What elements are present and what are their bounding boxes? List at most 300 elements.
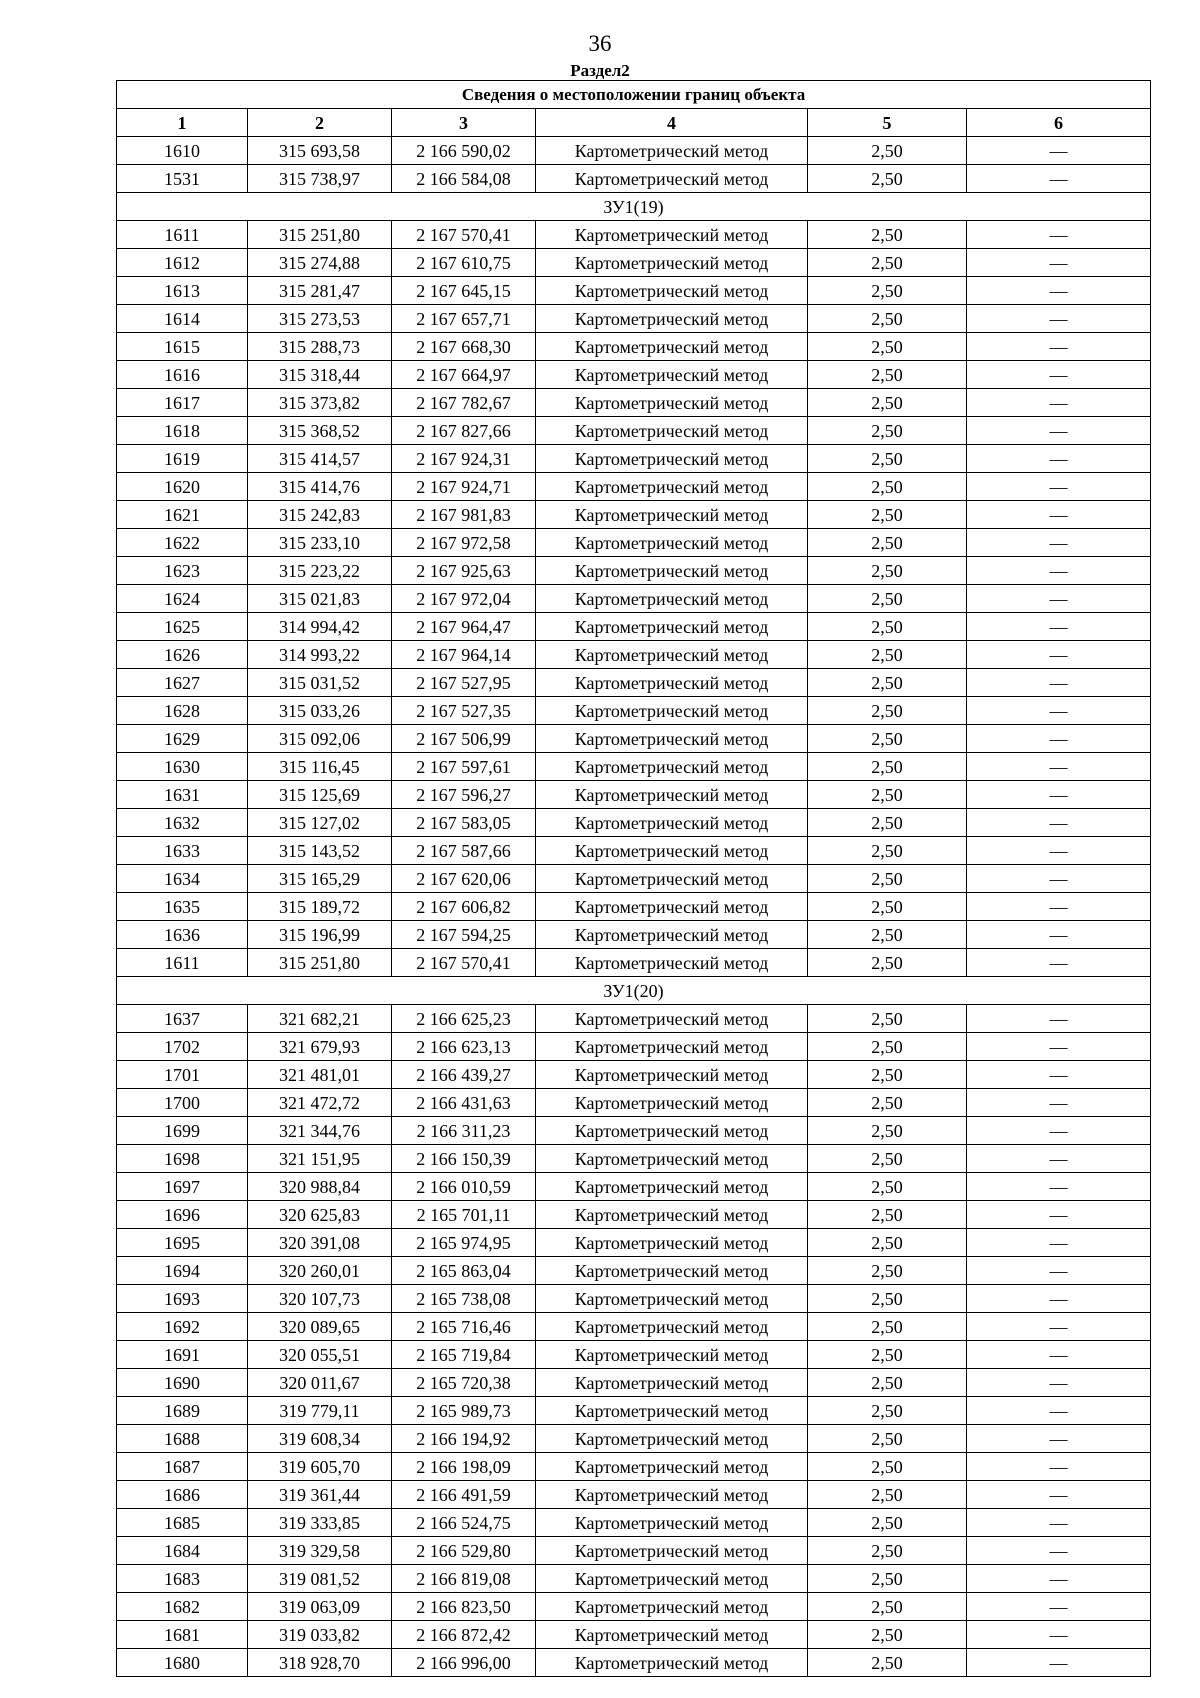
point-number-cell: 1687 <box>117 1453 248 1481</box>
table-row <box>117 1313 1151 1341</box>
point-number-cell: 1635 <box>117 893 248 921</box>
y-coordinate-cell: 2 166 529,80 <box>392 1537 536 1565</box>
accuracy-cell: 2,50 <box>808 753 967 781</box>
point-number-cell: 1692 <box>117 1313 248 1341</box>
method-cell: Картометрический метод <box>536 1173 808 1201</box>
y-coordinate-cell: 2 165 738,08 <box>392 1285 536 1313</box>
y-coordinate-cell: 2 166 996,00 <box>392 1649 536 1677</box>
description-cell: — <box>967 389 1151 417</box>
y-coordinate-cell: 2 167 782,67 <box>392 389 536 417</box>
x-coordinate-cell: 319 329,58 <box>248 1537 392 1565</box>
x-coordinate-cell: 315 251,80 <box>248 949 392 977</box>
x-coordinate-cell: 320 988,84 <box>248 1173 392 1201</box>
description-cell: — <box>967 361 1151 389</box>
x-coordinate-cell: 315 223,22 <box>248 557 392 585</box>
point-number-cell: 1614 <box>117 305 248 333</box>
table-row <box>117 1537 1151 1565</box>
point-number-cell: 1688 <box>117 1425 248 1453</box>
table-row <box>117 165 1151 193</box>
description-cell: — <box>967 473 1151 501</box>
accuracy-cell: 2,50 <box>808 613 967 641</box>
boundary-coordinates-table <box>116 80 1151 1677</box>
y-coordinate-cell: 2 167 570,41 <box>392 221 536 249</box>
description-cell: — <box>967 725 1151 753</box>
description-cell: — <box>967 865 1151 893</box>
point-number-cell: 1628 <box>117 697 248 725</box>
description-cell: — <box>967 1061 1151 1089</box>
x-coordinate-cell: 320 260,01 <box>248 1257 392 1285</box>
x-coordinate-cell: 314 994,42 <box>248 613 392 641</box>
point-number-cell: 1682 <box>117 1593 248 1621</box>
description-cell: — <box>967 893 1151 921</box>
method-cell: Картометрический метод <box>536 1033 808 1061</box>
x-coordinate-cell: 315 092,06 <box>248 725 392 753</box>
method-cell: Картометрический метод <box>536 921 808 949</box>
accuracy-cell: 2,50 <box>808 305 967 333</box>
x-coordinate-cell: 315 125,69 <box>248 781 392 809</box>
point-number-cell: 1626 <box>117 641 248 669</box>
accuracy-cell: 2,50 <box>808 1649 967 1677</box>
x-coordinate-cell: 320 625,83 <box>248 1201 392 1229</box>
x-coordinate-cell: 320 107,73 <box>248 1285 392 1313</box>
x-coordinate-cell: 319 608,34 <box>248 1425 392 1453</box>
y-coordinate-cell: 2 165 720,38 <box>392 1369 536 1397</box>
table-row <box>117 1341 1151 1369</box>
table-row <box>117 1201 1151 1229</box>
method-cell: Картометрический метод <box>536 1145 808 1173</box>
table-row <box>117 445 1151 473</box>
x-coordinate-cell: 321 679,93 <box>248 1033 392 1061</box>
column-header: 3 <box>392 109 536 137</box>
accuracy-cell: 2,50 <box>808 1005 967 1033</box>
table-row <box>117 1005 1151 1033</box>
y-coordinate-cell: 2 167 506,99 <box>392 725 536 753</box>
method-cell: Картометрический метод <box>536 865 808 893</box>
method-cell: Картометрический метод <box>536 1369 808 1397</box>
point-number-cell: 1701 <box>117 1061 248 1089</box>
description-cell: — <box>967 221 1151 249</box>
accuracy-cell: 2,50 <box>808 417 967 445</box>
y-coordinate-cell: 2 167 827,66 <box>392 417 536 445</box>
method-cell: Картометрический метод <box>536 305 808 333</box>
method-cell: Картометрический метод <box>536 389 808 417</box>
table-row <box>117 1285 1151 1313</box>
table-caption: Сведения о местоположении границ объекта <box>117 81 1151 109</box>
method-cell: Картометрический метод <box>536 1313 808 1341</box>
description-cell: — <box>967 305 1151 333</box>
accuracy-cell: 2,50 <box>808 781 967 809</box>
accuracy-cell: 2,50 <box>808 249 967 277</box>
table-row <box>117 305 1151 333</box>
description-cell: — <box>967 1033 1151 1061</box>
table-row <box>117 697 1151 725</box>
method-cell: Картометрический метод <box>536 613 808 641</box>
table-row <box>117 137 1151 165</box>
section-title: Раздел2 <box>570 61 630 80</box>
accuracy-cell: 2,50 <box>808 137 967 165</box>
y-coordinate-cell: 2 167 527,35 <box>392 697 536 725</box>
y-coordinate-cell: 2 167 981,83 <box>392 501 536 529</box>
accuracy-cell: 2,50 <box>808 1257 967 1285</box>
y-coordinate-cell: 2 166 431,63 <box>392 1089 536 1117</box>
y-coordinate-cell: 2 166 823,50 <box>392 1593 536 1621</box>
method-cell: Картометрический метод <box>536 1201 808 1229</box>
table-row <box>117 1173 1151 1201</box>
method-cell: Картометрический метод <box>536 1229 808 1257</box>
y-coordinate-cell: 2 166 491,59 <box>392 1481 536 1509</box>
x-coordinate-cell: 315 288,73 <box>248 333 392 361</box>
point-number-cell: 1698 <box>117 1145 248 1173</box>
method-cell: Картометрический метод <box>536 1257 808 1285</box>
y-coordinate-cell: 2 167 570,41 <box>392 949 536 977</box>
description-cell: — <box>967 1481 1151 1509</box>
y-coordinate-cell: 2 167 657,71 <box>392 305 536 333</box>
point-number-cell: 1681 <box>117 1621 248 1649</box>
y-coordinate-cell: 2 167 610,75 <box>392 249 536 277</box>
method-cell: Картометрический метод <box>536 557 808 585</box>
method-cell: Картометрический метод <box>536 417 808 445</box>
accuracy-cell: 2,50 <box>808 837 967 865</box>
description-cell: — <box>967 1369 1151 1397</box>
x-coordinate-cell: 315 021,83 <box>248 585 392 613</box>
x-coordinate-cell: 321 472,72 <box>248 1089 392 1117</box>
description-cell: — <box>967 445 1151 473</box>
accuracy-cell: 2,50 <box>808 669 967 697</box>
table-row <box>117 949 1151 977</box>
y-coordinate-cell: 2 167 606,82 <box>392 893 536 921</box>
point-number-cell: 1683 <box>117 1565 248 1593</box>
table-row <box>117 613 1151 641</box>
x-coordinate-cell: 315 693,58 <box>248 137 392 165</box>
table-row <box>117 1565 1151 1593</box>
method-cell: Картометрический метод <box>536 781 808 809</box>
accuracy-cell: 2,50 <box>808 921 967 949</box>
method-cell: Картометрический метод <box>536 809 808 837</box>
method-cell: Картометрический метод <box>536 221 808 249</box>
method-cell: Картометрический метод <box>536 249 808 277</box>
method-cell: Картометрический метод <box>536 1425 808 1453</box>
x-coordinate-cell: 319 361,44 <box>248 1481 392 1509</box>
x-coordinate-cell: 315 368,52 <box>248 417 392 445</box>
accuracy-cell: 2,50 <box>808 1565 967 1593</box>
method-cell: Картометрический метод <box>536 697 808 725</box>
y-coordinate-cell: 2 167 924,71 <box>392 473 536 501</box>
accuracy-cell: 2,50 <box>808 165 967 193</box>
x-coordinate-cell: 315 033,26 <box>248 697 392 725</box>
accuracy-cell: 2,50 <box>808 473 967 501</box>
point-number-cell: 1623 <box>117 557 248 585</box>
x-coordinate-cell: 315 738,97 <box>248 165 392 193</box>
y-coordinate-cell: 2 166 590,02 <box>392 137 536 165</box>
accuracy-cell: 2,50 <box>808 641 967 669</box>
table-row <box>117 837 1151 865</box>
description-cell: — <box>967 1145 1151 1173</box>
y-coordinate-cell: 2 166 625,23 <box>392 1005 536 1033</box>
method-cell: Картометрический метод <box>536 1453 808 1481</box>
point-number-cell: 1618 <box>117 417 248 445</box>
point-number-cell: 1694 <box>117 1257 248 1285</box>
point-number-cell: 1619 <box>117 445 248 473</box>
y-coordinate-cell: 2 166 872,42 <box>392 1621 536 1649</box>
accuracy-cell: 2,50 <box>808 1341 967 1369</box>
y-coordinate-cell: 2 167 527,95 <box>392 669 536 697</box>
accuracy-cell: 2,50 <box>808 221 967 249</box>
method-cell: Картометрический метод <box>536 837 808 865</box>
table-row <box>117 1649 1151 1677</box>
description-cell: — <box>967 1341 1151 1369</box>
method-cell: Картометрический метод <box>536 137 808 165</box>
table-row <box>117 221 1151 249</box>
table-row <box>117 249 1151 277</box>
description-cell: — <box>967 1285 1151 1313</box>
point-number-cell: 1637 <box>117 1005 248 1033</box>
table-row <box>117 1257 1151 1285</box>
point-number-cell: 1631 <box>117 781 248 809</box>
y-coordinate-cell: 2 166 198,09 <box>392 1453 536 1481</box>
x-coordinate-cell: 321 344,76 <box>248 1117 392 1145</box>
point-number-cell: 1617 <box>117 389 248 417</box>
table-row <box>117 1621 1151 1649</box>
point-number-cell: 1636 <box>117 921 248 949</box>
x-coordinate-cell: 318 928,70 <box>248 1649 392 1677</box>
x-coordinate-cell: 319 779,11 <box>248 1397 392 1425</box>
x-coordinate-cell: 319 033,82 <box>248 1621 392 1649</box>
point-number-cell: 1611 <box>117 949 248 977</box>
method-cell: Картометрический метод <box>536 361 808 389</box>
method-cell: Картометрический метод <box>536 585 808 613</box>
description-cell: — <box>967 697 1151 725</box>
description-cell: — <box>967 557 1151 585</box>
description-cell: — <box>967 1117 1151 1145</box>
method-cell: Картометрический метод <box>536 893 808 921</box>
table-row <box>117 725 1151 753</box>
y-coordinate-cell: 2 165 863,04 <box>392 1257 536 1285</box>
accuracy-cell: 2,50 <box>808 1621 967 1649</box>
column-header: 1 <box>117 109 248 137</box>
table-row <box>117 753 1151 781</box>
description-cell: — <box>967 1397 1151 1425</box>
table-row <box>117 1397 1151 1425</box>
point-number-cell: 1690 <box>117 1369 248 1397</box>
method-cell: Картометрический метод <box>536 949 808 977</box>
description-cell: — <box>967 1537 1151 1565</box>
method-cell: Картометрический метод <box>536 1649 808 1677</box>
accuracy-cell: 2,50 <box>808 1509 967 1537</box>
accuracy-cell: 2,50 <box>808 1285 967 1313</box>
y-coordinate-cell: 2 165 989,73 <box>392 1397 536 1425</box>
accuracy-cell: 2,50 <box>808 1173 967 1201</box>
accuracy-cell: 2,50 <box>808 1453 967 1481</box>
method-cell: Картометрический метод <box>536 1061 808 1089</box>
method-cell: Картометрический метод <box>536 1481 808 1509</box>
table-row <box>117 557 1151 585</box>
method-cell: Картометрический метод <box>536 333 808 361</box>
description-cell: — <box>967 921 1151 949</box>
x-coordinate-cell: 315 251,80 <box>248 221 392 249</box>
method-cell: Картометрический метод <box>536 753 808 781</box>
table-row <box>117 1509 1151 1537</box>
accuracy-cell: 2,50 <box>808 585 967 613</box>
accuracy-cell: 2,50 <box>808 809 967 837</box>
method-cell: Картометрический метод <box>536 725 808 753</box>
accuracy-cell: 2,50 <box>808 1033 967 1061</box>
y-coordinate-cell: 2 166 010,59 <box>392 1173 536 1201</box>
x-coordinate-cell: 320 391,08 <box>248 1229 392 1257</box>
y-coordinate-cell: 2 167 925,63 <box>392 557 536 585</box>
method-cell: Картометрический метод <box>536 1285 808 1313</box>
point-number-cell: 1624 <box>117 585 248 613</box>
accuracy-cell: 2,50 <box>808 1397 967 1425</box>
x-coordinate-cell: 315 414,76 <box>248 473 392 501</box>
description-cell: — <box>967 669 1151 697</box>
x-coordinate-cell: 315 196,99 <box>248 921 392 949</box>
table-row <box>117 781 1151 809</box>
description-cell: — <box>967 1649 1151 1677</box>
accuracy-cell: 2,50 <box>808 1537 967 1565</box>
y-coordinate-cell: 2 167 972,58 <box>392 529 536 557</box>
accuracy-cell: 2,50 <box>808 1593 967 1621</box>
y-coordinate-cell: 2 167 583,05 <box>392 809 536 837</box>
table-row <box>117 1425 1151 1453</box>
x-coordinate-cell: 315 165,29 <box>248 865 392 893</box>
accuracy-cell: 2,50 <box>808 445 967 473</box>
description-cell: — <box>967 1425 1151 1453</box>
table-row <box>117 585 1151 613</box>
point-number-cell: 1531 <box>117 165 248 193</box>
table-row <box>117 921 1151 949</box>
x-coordinate-cell: 315 242,83 <box>248 501 392 529</box>
table-row <box>117 1033 1151 1061</box>
point-number-cell: 1621 <box>117 501 248 529</box>
method-cell: Картометрический метод <box>536 641 808 669</box>
accuracy-cell: 2,50 <box>808 725 967 753</box>
y-coordinate-cell: 2 167 620,06 <box>392 865 536 893</box>
table-row <box>117 529 1151 557</box>
table-row <box>117 1369 1151 1397</box>
accuracy-cell: 2,50 <box>808 1145 967 1173</box>
x-coordinate-cell: 321 682,21 <box>248 1005 392 1033</box>
method-cell: Картометрический метод <box>536 1397 808 1425</box>
description-cell: — <box>967 137 1151 165</box>
x-coordinate-cell: 315 116,45 <box>248 753 392 781</box>
table-row <box>117 641 1151 669</box>
accuracy-cell: 2,50 <box>808 1201 967 1229</box>
table-header-row <box>117 109 1151 137</box>
description-cell: — <box>967 585 1151 613</box>
method-cell: Картометрический метод <box>536 165 808 193</box>
x-coordinate-cell: 315 414,57 <box>248 445 392 473</box>
page-number: 36 <box>588 31 612 56</box>
method-cell: Картометрический метод <box>536 1341 808 1369</box>
point-number-cell: 1697 <box>117 1173 248 1201</box>
column-header: 5 <box>808 109 967 137</box>
method-cell: Картометрический метод <box>536 1005 808 1033</box>
y-coordinate-cell: 2 167 924,31 <box>392 445 536 473</box>
point-number-cell: 1696 <box>117 1201 248 1229</box>
accuracy-cell: 2,50 <box>808 1369 967 1397</box>
y-coordinate-cell: 2 166 623,13 <box>392 1033 536 1061</box>
accuracy-cell: 2,50 <box>808 949 967 977</box>
point-number-cell: 1634 <box>117 865 248 893</box>
method-cell: Картометрический метод <box>536 1537 808 1565</box>
x-coordinate-cell: 315 233,10 <box>248 529 392 557</box>
table-row <box>117 1145 1151 1173</box>
x-coordinate-cell: 315 273,53 <box>248 305 392 333</box>
description-cell: — <box>967 1089 1151 1117</box>
x-coordinate-cell: 315 031,52 <box>248 669 392 697</box>
x-coordinate-cell: 315 373,82 <box>248 389 392 417</box>
method-cell: Картометрический метод <box>536 445 808 473</box>
point-number-cell: 1615 <box>117 333 248 361</box>
description-cell: — <box>967 1453 1151 1481</box>
table-row <box>117 865 1151 893</box>
table-row <box>117 1453 1151 1481</box>
x-coordinate-cell: 314 993,22 <box>248 641 392 669</box>
point-number-cell: 1622 <box>117 529 248 557</box>
method-cell: Картометрический метод <box>536 1621 808 1649</box>
description-cell: — <box>967 165 1151 193</box>
table-caption-row <box>117 81 1151 109</box>
y-coordinate-cell: 2 166 439,27 <box>392 1061 536 1089</box>
description-cell: — <box>967 277 1151 305</box>
x-coordinate-cell: 320 089,65 <box>248 1313 392 1341</box>
table-row <box>117 417 1151 445</box>
point-number-cell: 1684 <box>117 1537 248 1565</box>
table-row <box>117 1117 1151 1145</box>
method-cell: Картометрический метод <box>536 1509 808 1537</box>
y-coordinate-cell: 2 165 716,46 <box>392 1313 536 1341</box>
method-cell: Картометрический метод <box>536 1565 808 1593</box>
table-row <box>117 361 1151 389</box>
table-row <box>117 1481 1151 1509</box>
description-cell: — <box>967 1313 1151 1341</box>
method-cell: Картометрический метод <box>536 1089 808 1117</box>
point-number-cell: 1633 <box>117 837 248 865</box>
point-number-cell: 1700 <box>117 1089 248 1117</box>
point-number-cell: 1611 <box>117 221 248 249</box>
y-coordinate-cell: 2 166 524,75 <box>392 1509 536 1537</box>
x-coordinate-cell: 319 081,52 <box>248 1565 392 1593</box>
point-number-cell: 1702 <box>117 1033 248 1061</box>
point-number-cell: 1625 <box>117 613 248 641</box>
table-row <box>117 1229 1151 1257</box>
accuracy-cell: 2,50 <box>808 389 967 417</box>
table-body <box>117 137 1151 1677</box>
description-cell: — <box>967 809 1151 837</box>
table-row <box>117 333 1151 361</box>
method-cell: Картометрический метод <box>536 669 808 697</box>
y-coordinate-cell: 2 167 964,14 <box>392 641 536 669</box>
point-number-cell: 1620 <box>117 473 248 501</box>
description-cell: — <box>967 1565 1151 1593</box>
method-cell: Картометрический метод <box>536 1117 808 1145</box>
point-number-cell: 1610 <box>117 137 248 165</box>
table-row <box>117 1593 1151 1621</box>
y-coordinate-cell: 2 166 311,23 <box>392 1117 536 1145</box>
parcel-label: ЗУ1(19) <box>117 193 1151 221</box>
group-row <box>117 977 1151 1005</box>
table-row <box>117 669 1151 697</box>
accuracy-cell: 2,50 <box>808 1117 967 1145</box>
accuracy-cell: 2,50 <box>808 529 967 557</box>
x-coordinate-cell: 319 605,70 <box>248 1453 392 1481</box>
accuracy-cell: 2,50 <box>808 361 967 389</box>
description-cell: — <box>967 501 1151 529</box>
point-number-cell: 1685 <box>117 1509 248 1537</box>
table-row <box>117 389 1151 417</box>
y-coordinate-cell: 2 167 645,15 <box>392 277 536 305</box>
y-coordinate-cell: 2 166 819,08 <box>392 1565 536 1593</box>
